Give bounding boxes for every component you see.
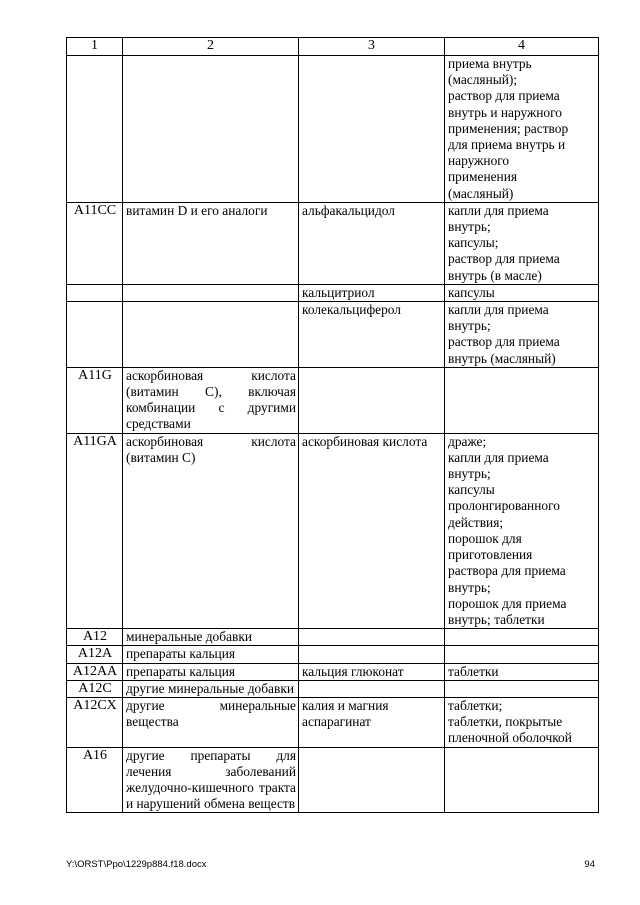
atc-code-cell: A12CX xyxy=(67,697,123,747)
dosage-form-line: пленочной оболочкой xyxy=(448,730,572,746)
dosage-form-line: наружного xyxy=(448,153,510,169)
table-row xyxy=(67,433,599,628)
atc-code-cell: A12C xyxy=(67,680,123,697)
dosage-form-line: внутрь; xyxy=(448,579,491,595)
atc-code-cell: A11CC xyxy=(67,202,123,284)
dosage-form-line: внутрь (в масле) xyxy=(448,267,542,283)
footer-file-path: Y:\ORST\Ppo\1229p884.f18.docx xyxy=(66,859,207,870)
substance-cell: аскорбиновая кислота xyxy=(299,433,445,628)
table-row xyxy=(67,697,599,747)
footer-page-number: 94 xyxy=(584,859,595,870)
dosage-form-line: пролонгированного xyxy=(448,498,560,514)
group-cell: минеральные добавки xyxy=(123,629,299,646)
group-cell xyxy=(123,302,299,368)
dosage-form-line: приема внутрь xyxy=(448,56,532,71)
substance-cell xyxy=(299,367,445,433)
dosage-form-line: приготовления xyxy=(448,547,533,563)
dosage-form-line: таблетки xyxy=(448,663,499,679)
group-cell xyxy=(123,284,299,301)
group-cell: аскорбиновая кислота (витамин C) xyxy=(123,433,299,628)
dosage-form-line: порошок для приема xyxy=(448,595,567,611)
group-cell: другие препараты для лечения заболеваний желудочно-кишечного тракта и нарушений обмена веществ xyxy=(123,747,299,813)
dosage-forms-cell xyxy=(445,697,599,747)
group-cell xyxy=(123,56,299,203)
group-cell: препараты кальция xyxy=(123,646,299,663)
column-header: 4 xyxy=(445,38,599,56)
substance-cell xyxy=(299,646,445,663)
dosage-form-line: внутрь (масляный) xyxy=(448,350,556,366)
table-row xyxy=(67,56,599,203)
atc-code-cell: A12 xyxy=(67,629,123,646)
table-row xyxy=(67,302,599,368)
dosage-form-line: внутрь и наружного xyxy=(448,104,562,120)
dosage-forms-cell xyxy=(445,202,599,284)
dosage-forms-cell xyxy=(445,284,599,301)
dosage-forms-cell xyxy=(445,56,599,203)
dosage-form-line: капсулы; xyxy=(448,235,499,251)
dosage-form-line: внутрь; xyxy=(448,219,491,235)
dosage-form-line: внутрь; xyxy=(448,318,491,334)
atc-code-cell xyxy=(67,284,123,301)
atc-code-cell: A12AA xyxy=(67,663,123,680)
dosage-form-line: капсулы xyxy=(448,482,495,498)
dosage-form-line: применения; раствор xyxy=(448,120,569,136)
atc-code-cell xyxy=(67,302,123,368)
dosage-forms-cell xyxy=(445,680,599,697)
dosage-forms-cell xyxy=(445,302,599,368)
substance-cell: калия и магния аспарагинат xyxy=(299,697,445,747)
substance-cell xyxy=(299,747,445,813)
dosage-form-line: капли для приема xyxy=(448,449,549,465)
table-row xyxy=(67,367,599,433)
dosage-form-line: раствор для приема xyxy=(448,334,560,350)
atc-code-cell: A12A xyxy=(67,646,123,663)
group-cell: другие минеральные добавки xyxy=(123,680,299,697)
table-row xyxy=(67,663,599,680)
dosage-form-line: (масляный); xyxy=(448,72,518,88)
substance-cell xyxy=(299,56,445,203)
dosage-form-line: (масляный) xyxy=(448,185,514,201)
group-cell: препараты кальция xyxy=(123,663,299,680)
dosage-form-line: таблетки, покрытые xyxy=(448,714,563,730)
substance-cell xyxy=(299,629,445,646)
dosage-form-line: капли для приема xyxy=(448,302,549,318)
substance-cell: колекальциферол xyxy=(299,302,445,368)
medicines-table xyxy=(66,37,599,813)
substance-cell: кальция глюконат xyxy=(299,663,445,680)
atc-code-cell: A11GA xyxy=(67,433,123,628)
dosage-form-line: раствора для приема xyxy=(448,563,566,579)
table-header-row xyxy=(67,38,599,56)
dosage-form-line: внутрь; таблетки xyxy=(448,611,545,627)
dosage-form-line: раствор для приема xyxy=(448,251,560,267)
dosage-form-line: для приема внутрь и xyxy=(448,137,566,153)
dosage-form-line: действия; xyxy=(448,514,504,530)
dosage-forms-cell xyxy=(445,629,599,646)
column-header: 3 xyxy=(299,38,445,56)
dosage-form-line: порошок для xyxy=(448,530,522,546)
dosage-form-line: внутрь; xyxy=(448,466,491,482)
dosage-form-line: капли для приема xyxy=(448,202,549,218)
group-cell: аскорбиновая кислота (витамин C), включая комбинации с другими средствами xyxy=(123,367,299,433)
atc-code-cell: A16 xyxy=(67,747,123,813)
dosage-forms-cell xyxy=(445,367,599,433)
table-row xyxy=(67,202,599,284)
group-cell: витамин D и его аналоги xyxy=(123,202,299,284)
dosage-forms-cell xyxy=(445,747,599,813)
column-header: 1 xyxy=(67,38,123,56)
dosage-forms-cell xyxy=(445,646,599,663)
dosage-form-line: капсулы xyxy=(448,284,495,300)
atc-code-cell xyxy=(67,56,123,203)
substance-cell: кальцитриол xyxy=(299,284,445,301)
dosage-form-line: раствор для приема xyxy=(448,88,560,104)
table-row xyxy=(67,680,599,697)
substance-cell: альфакальцидол xyxy=(299,202,445,284)
dosage-form-line: драже; xyxy=(448,433,487,449)
table-row xyxy=(67,629,599,646)
table-row xyxy=(67,646,599,663)
dosage-forms-cell xyxy=(445,663,599,680)
dosage-form-line: таблетки; xyxy=(448,697,503,713)
atc-code-cell: A11G xyxy=(67,367,123,433)
table-row xyxy=(67,284,599,301)
dosage-form-line: применения xyxy=(448,169,518,185)
substance-cell xyxy=(299,680,445,697)
column-header: 2 xyxy=(123,38,299,56)
dosage-forms-cell xyxy=(445,433,599,628)
group-cell: другие минеральные вещества xyxy=(123,697,299,747)
table-row xyxy=(67,747,599,813)
